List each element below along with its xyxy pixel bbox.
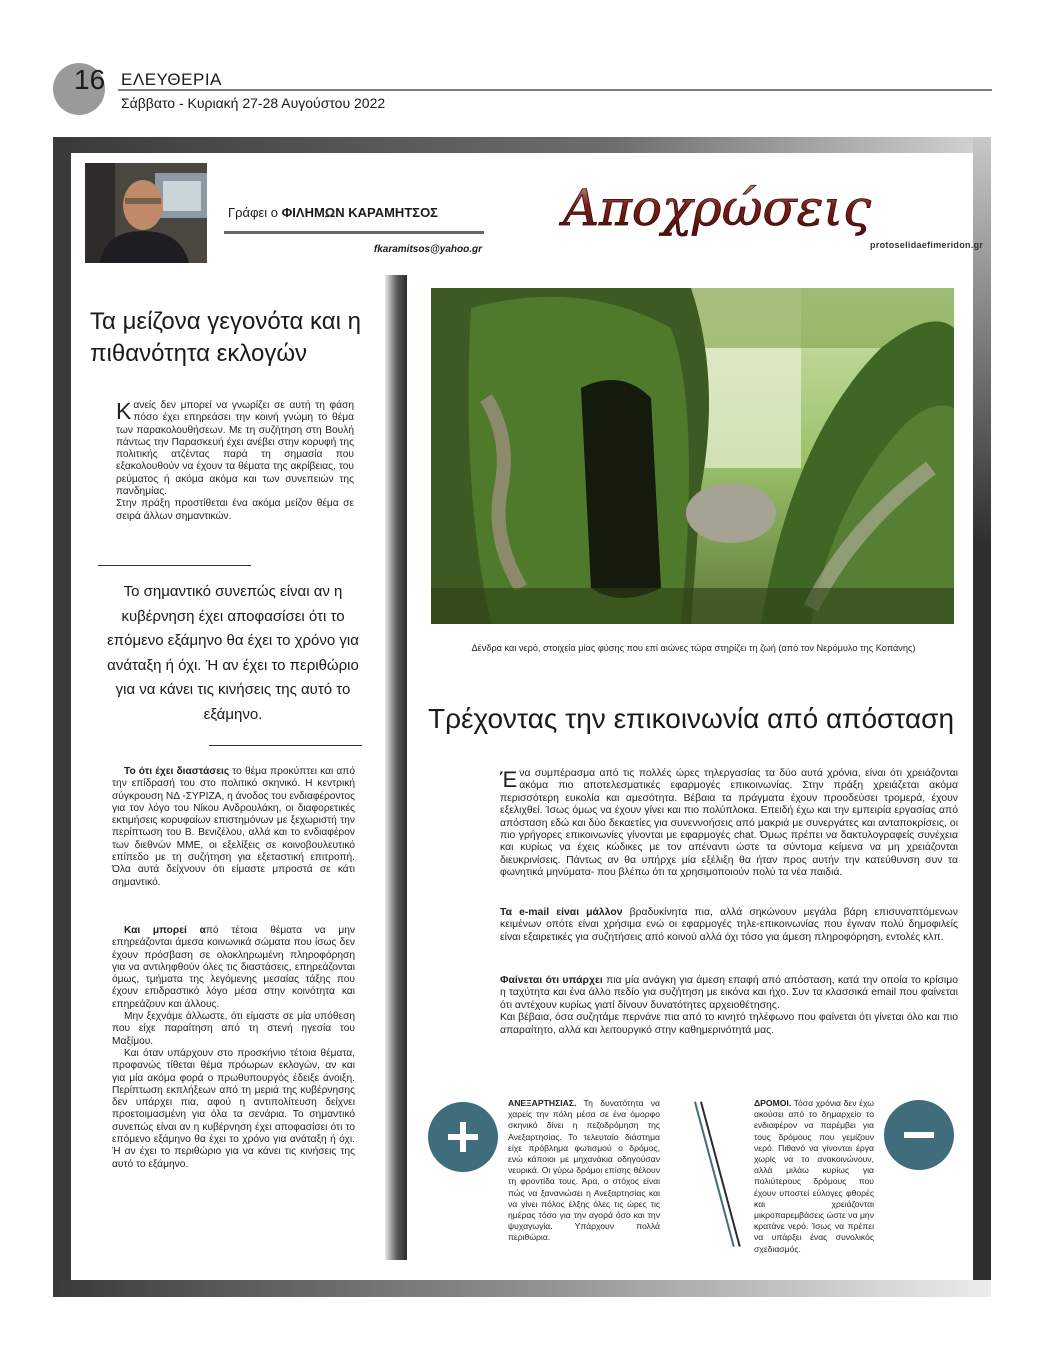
page-number: 16 — [74, 64, 106, 95]
column-logo-text: Αποχρώσεις — [562, 179, 872, 237]
watermark: protoselidaefimeridon.gr — [870, 240, 984, 250]
plus-box-lead: ΑΝΕΞΑΡΤΗΣΙΑΣ. — [508, 1098, 577, 1108]
frame-left-bar — [53, 137, 71, 1297]
pull-quote-rule-bottom — [209, 745, 362, 746]
paragraph-text: πό τέτοια θέματα να μην επηρεάζονται άμεσα κοινωνικά σώματα που ίσως δεν έχουν πρόσβαση σε ολοκληρωμένη πληροφόρηση για να αντιληφθούν όλες τις διαστάσεις, επηρεάζονται όμως, τμήματα της λεγόμενης μεσαίας τάξης που έχουν επιδραστικό λόγο μέσα στην κοινότητα και επηρεάζουν και άλλους. — [112, 925, 355, 1010]
paragraph-text: Και όταν υπάρχουν στο προσκήνιο τέτοια θέματα, προφανώς τίθεται θέμα πρόωρων εκλογών, αν και για μία ακόμα φορά ο πρωθυπουργός έδειξε άνοιξη. Περίπτωση εκπλήξεων από τη μεριά της κυβέρνησης δεν υπάρχει πια, αφού η αντιπολίτευση δείχνει προετοιμασμένη για όλα τα σενάρια. Το σημαντικό συνεπώς είναι αν η κυβέρνηση έχει αποφασίσει ότι το επόμενο εξάμηνο θα έχει το χρόνο για ανάταξη ή όχι. Ή αν έχει το περιθώριο για να κάνει τις κινήσεις της αυτό το εξάμηνο. — [112, 1047, 355, 1170]
frame-right-bar — [973, 137, 991, 1297]
right-paragraph-3 — [500, 975, 958, 1037]
paragraph-text: Μην ξεχνάμε άλλωστε, ότι είμαστε σε μία υπόθεση που είχε παραίτηση από τη στενή ηγεσία του Μαξίμου. — [112, 1011, 355, 1047]
column-logo — [522, 173, 912, 243]
left-paragraph-2 — [112, 925, 355, 1171]
article-photo — [431, 288, 954, 624]
frame-bottom-bar — [53, 1280, 991, 1297]
plus-box-body: Τη δυνατότητα να χαρείς την πόλη μέσα σε ένα όμορφο σκηνικό δίνει η πεζοδρόμηση της Ανεξαρτησίας. Το τελευταίο διάστημα είχε πρόβλημα φωτισμού ο δρόμος, ενώ κάποιοι με μηχανάκια οδηγούσαν νευρικά. Οι γύρω δρόμοι επίσης θέλουν τη φροντίδα τους. Άρα, ο στόχος είναι πώς να ξανανιώσει η Ανεξαρτησίας και να γίνει πόλος έλξης όλες τις ώρες τις ημέρας τόσο για την αγορά όσο και την ψυχαγωγία. Υπάρχουν πολλά περιθώρια. — [508, 1098, 660, 1243]
right-article-title: Τρέχοντας την επικοινωνία από απόσταση — [428, 703, 955, 734]
paragraph-text: το θέμα προκύπτει και από την επίδρασή του στο πολιτικό σκηνικό. Η κεντρική σύγκρουση ΝΔ -ΣΥΡΙΖΑ, η άνοδος του ενδιαφέροντος για τον λόγο του Νίκου Ανδρουλάκη, οι διαφορετικές εκτιμήσεις κορυφαίων επιστημόνων με ξεχωριστή την περίπτωση του Β. Βενιζέλου, αλλά και το ενδιαφέρον των διεθνών ΜΜΕ, οι εξελίξεις σε κοινοβουλευτικό επίπεδο με τη συζήτηση για εξεταστική επιτροπή. Όλα αυτά δείχνουν ότι είμαστε μπροστά σε κάτι σημαντικό. — [112, 766, 355, 888]
paragraph-lead: Και μπορεί α — [124, 925, 206, 936]
intro-text-second: Στην πράξη προστίθεται ένα ακόμα μείζον θέμα σε σειρά άλλων σημαντικών. — [116, 498, 354, 522]
left-article-title: Τα μείζονα γεγονότα και η πιθανότητα εκλογών — [90, 308, 361, 367]
left-intro-paragraph — [116, 400, 354, 523]
minus-box-text — [754, 1098, 874, 1255]
byline-rule — [224, 231, 484, 234]
newspaper-name: ΕΛΕΥΘΕΡΙΑ — [121, 70, 222, 89]
byline-prefix: Γράφει ο — [228, 205, 282, 220]
plus-icon-vertical — [460, 1122, 466, 1152]
byline — [228, 205, 488, 220]
photo-caption: Δένδρα και νερό, στοιχεία μίας φύσης που επί αιώνες τώρα στηρίζει τη ζωή (από τον Νερόμυλο της Κοπάνης) — [471, 643, 916, 653]
paragraph-lead: Φαίνεται ότι υπάρχει — [500, 975, 603, 986]
divider-slash — [700, 1101, 741, 1246]
column-divider — [385, 275, 407, 1260]
paragraph-lead: Τα e-mail είναι μάλλον — [500, 907, 623, 918]
drop-cap: Έ — [500, 767, 518, 792]
minus-box-lead: ΔΡΟΜΟΙ. — [754, 1098, 792, 1108]
header-rule — [118, 89, 992, 91]
author-name: ΦΙΛΗΜΩΝ ΚΑΡΑΜΗΤΣΟΣ — [281, 205, 438, 220]
plus-box-text — [508, 1098, 660, 1244]
pull-quote: Το σημαντικό συνεπώς είναι αν η κυβέρνηση έχει αποφασίσει ότι το επόμενο εξάμηνο θα έχει το χρόνο για ανάταξη ή όχι. Ή αν έχει το περιθώριο για να κάνει τις κινήσεις της αυτό το εξάμηνο. — [107, 583, 359, 723]
minus-icon — [904, 1132, 934, 1138]
paragraph-text: πια μία ανάγκη για άμεση επαφή από απόσταση, κατά την οποία το κρίσιμο η ταχύτητα και ένα άλλο πεδίο για συζήτηση με εικόνα και ήχο. Συν τα κλασσικά email που φαίνεται ότι αντέχουν κυρίως γιατί δίνουν δυνατότητες αρχειοθέτησης. — [500, 975, 958, 1011]
pull-quote-rule-top — [98, 565, 251, 566]
issue-date: Σάββατο - Κυριακή 27-28 Αυγούστου 2022 — [121, 95, 386, 111]
author-photo — [85, 163, 207, 263]
left-paragraph-1 — [112, 766, 355, 889]
minus-box-body: Τόσα χρόνια δεν έχω ακούσει από το δημαρχείο το ενδιαφέρον να παρέμβει για τους δρόμους που γεμίζουν νερό. Πιθανό να γίνονται έργα χωρίς να το ανακοινώνουν, αλλά μιλάω κυρίως για πολιύτερους δρόμους που έχουν υποστεί εύλογες φθορές και χρειάζονται μικροπαρεμβάσεις ώστε να μην κρατάνε νερό. Ίσως να πρέπει να υπάρξει ένας συνολικός σχεδιασμός. — [754, 1098, 874, 1254]
paragraph-text: να συμπέρασμα από τις πολλές ώρες τηλεργασίας τα δύο αυτά χρόνια, είναι ότι χρειάζονται ακόμα πιο αποτελεσματικές εφαρμογές επικοινωνίας. Στην πράξη χρειάζεται ακόμα περισσότερη ευκολία και αμεσότητα. Βέβαια τα πράγματα έχουν προοδεύσει τρομερά, έχουν εξελιχθεί. Ίσως όμως να έχουν γίνει και πιο πολύπλοκα. Επειδή έχω και την εμπειρία εργασίας από απόσταση εδώ και δύο δεκαετίες για συνεννοήσεις από μακριά με συνεργάτες και ανταποκρίσεις, οι πιο γρήγορες επικοινωνίες γίνονται με εφαρμογές chat. Όμως πρέπει να δακτυλογραφείς συνέχεια και κυρίως να έχεις κώδικες με τον απέναντι ώστε τα σύντομα κείμενα να μη χρειάζονται διευκρινίσεις. Πάντως αν θα υπήρχε μία εξέλιξη θα ήταν προς αυτήν την κατεύθυνση συν τα φωνητικά μηνύματα- που βλέπω ότι τα χρησιμοποιούν πολύ τα νέα παιδιά. — [500, 768, 958, 879]
paragraph-lead: Το ότι έχει διαστάσεις — [124, 766, 230, 777]
right-paragraph-1 — [500, 768, 958, 880]
divider-slash — [694, 1101, 735, 1246]
drop-cap: Κ — [116, 398, 132, 424]
intro-text: ανείς δεν μπορεί να γνωρίζει σε αυτή τη φάση πόσο έχει επηρεάσει την κοινή γνώμη το θέμα των παρακολουθήσεων. Με τη συζήτηση στη Βουλή πάντως την Παρασκευή έχει ανέβει στην κορυφή της πολιτικής ατζέντας παρά τη σημασία που εξακολουθούν να έχουν τα θέματα της ακρίβειας, του ρεύματος ή ακόμα ακόμα και των συνεπειών της πανδημίας. — [116, 400, 354, 498]
frame-top-bar — [53, 137, 991, 153]
right-paragraph-2 — [500, 907, 958, 944]
author-email: fkaramitsos@yahoo.gr — [373, 244, 482, 255]
paragraph-text: Και βέβαια, όσα συζητάμε περνάνε πια από το κινητό τηλέφωνο που φαίνεται ότι γίνεται όλο και πιο απαραίτητο, αλλά και λειτουργικό στην καθημερινότητά μας. — [500, 1012, 958, 1036]
paragraph-text: βραδυκίνητα πια, αλλά σηκώνουν μεγάλα βάρη επισυναπτόμενων κειμένων οπότε είναι χρήσιμα ενώ οι εφαρμογές τηλε-επικοινωνίας που έγιναν πολύ δημοφιλείς είναι εξαιρετικές για συζητήσεις από κοινού αλλά όχι τόσο για άμεση πληροφόρηση, εντολές κλπ. — [500, 907, 958, 943]
